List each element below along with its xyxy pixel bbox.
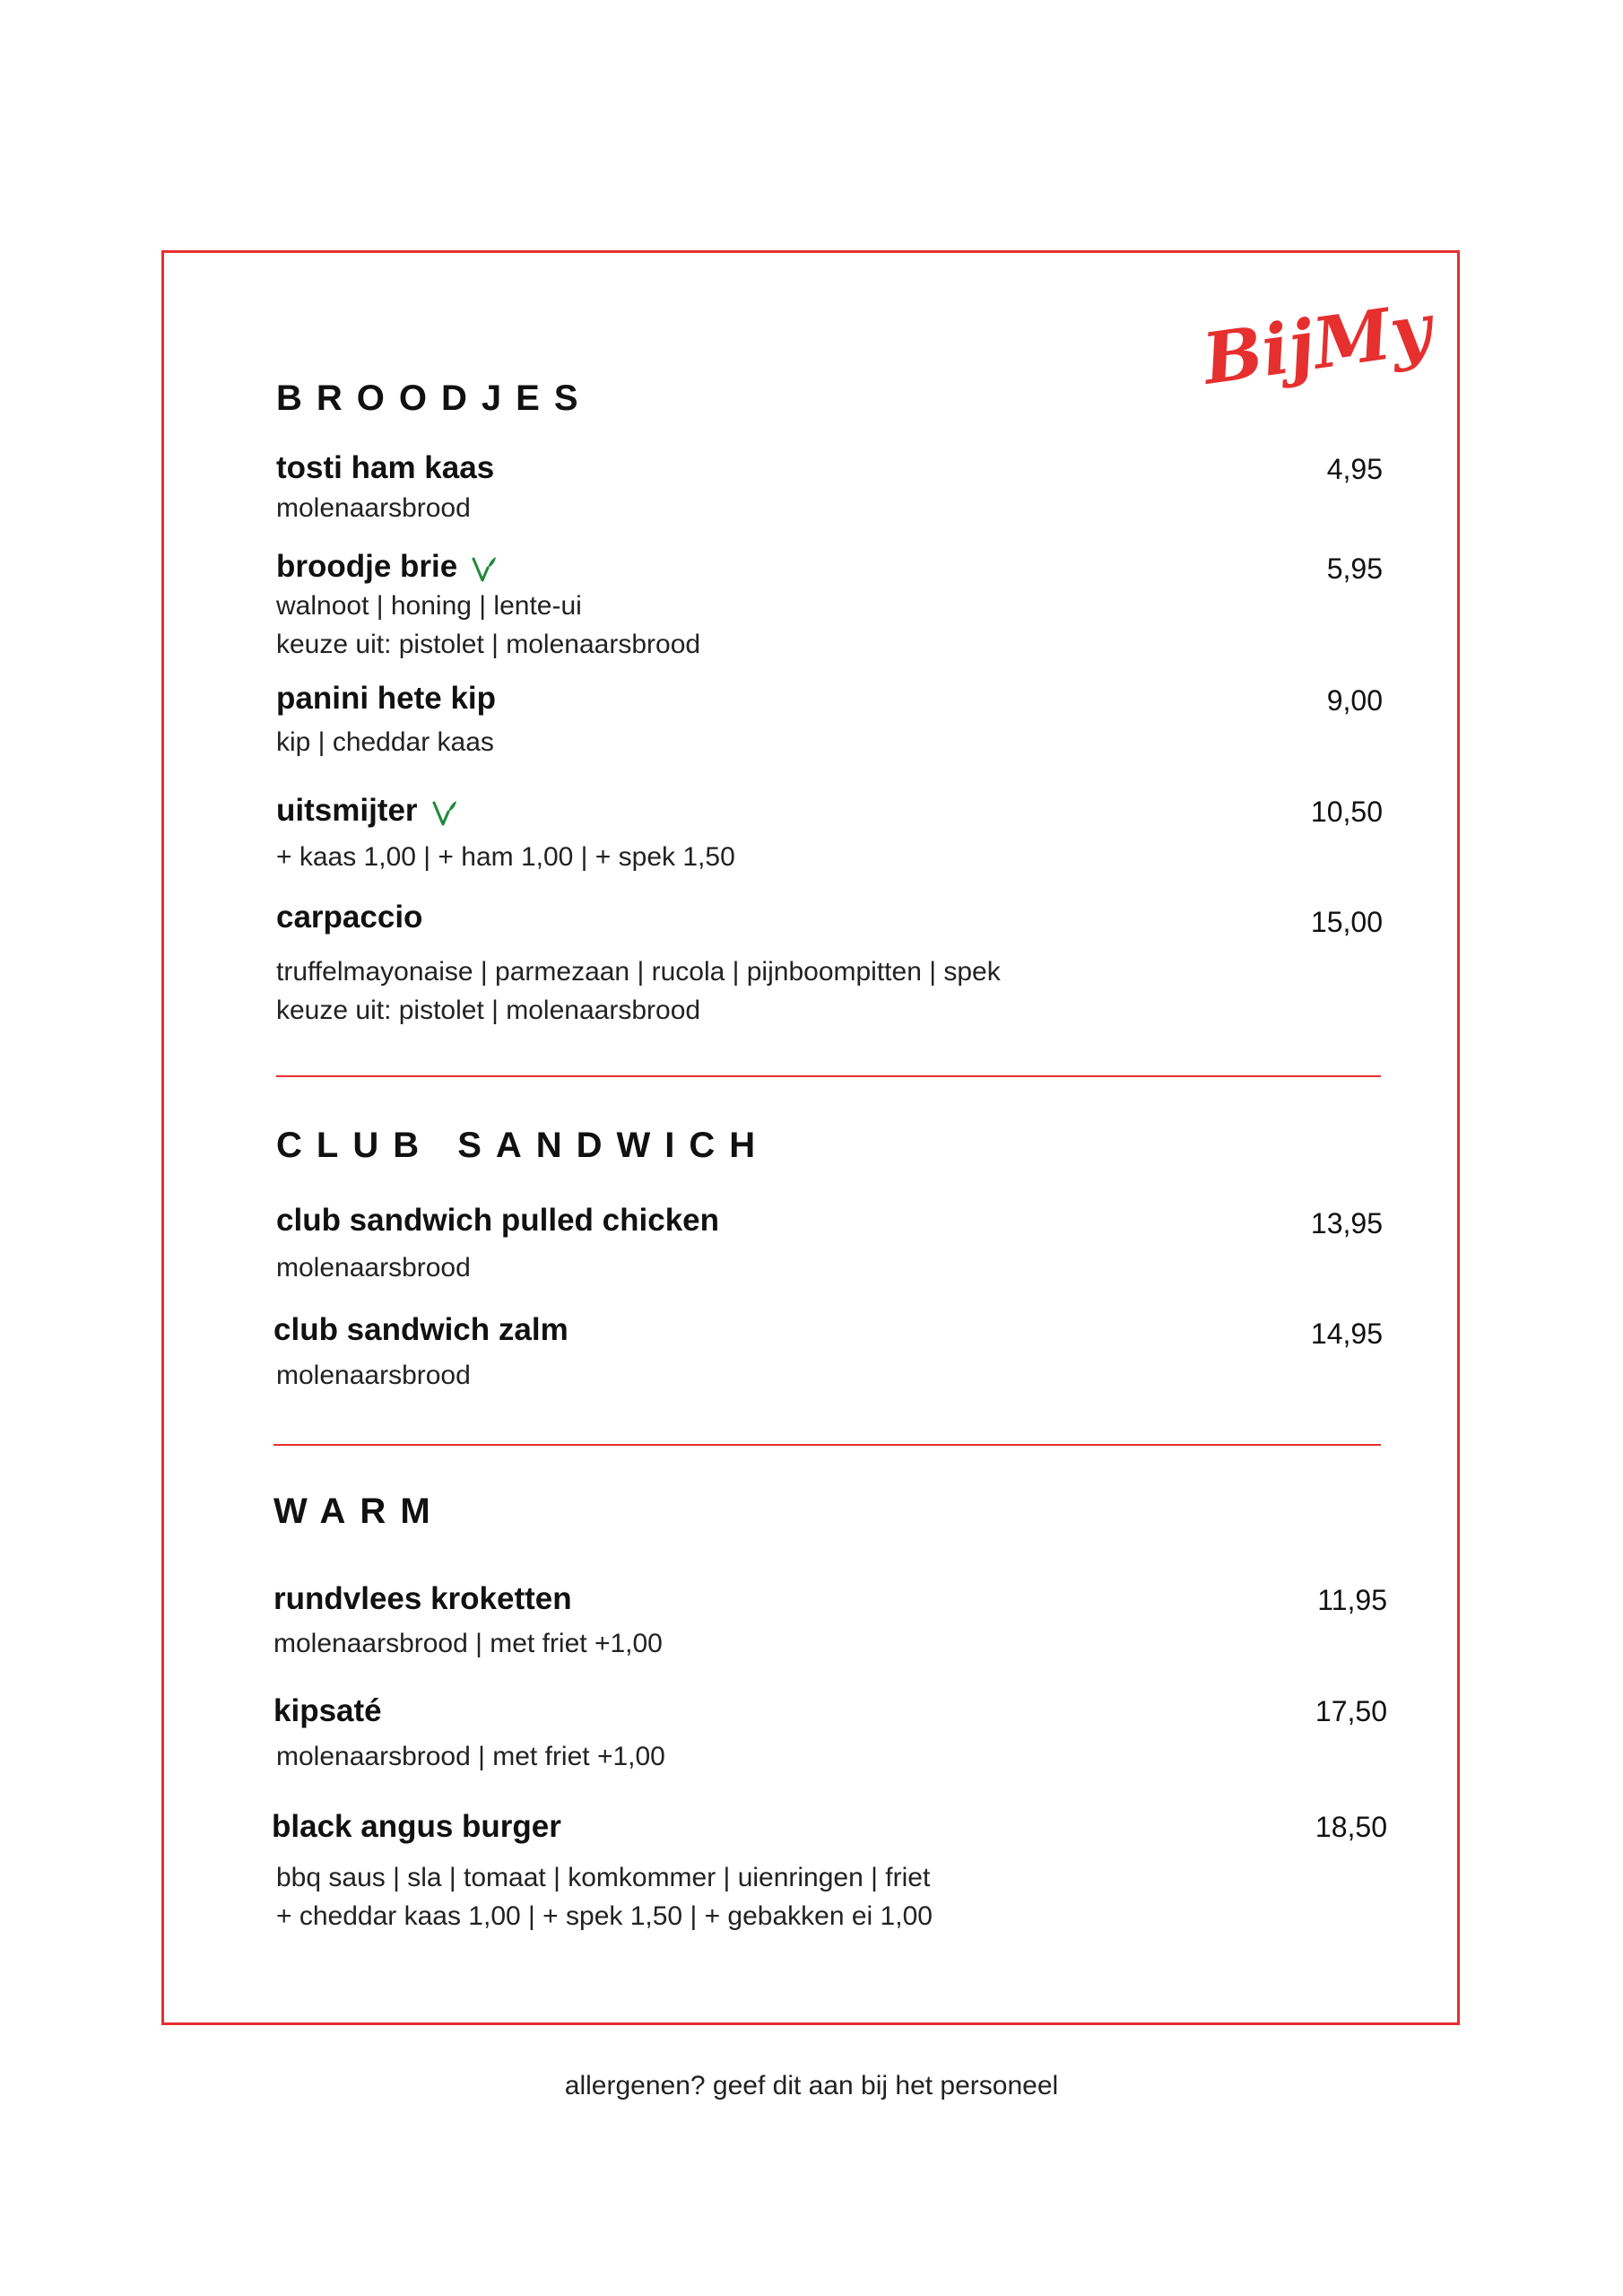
item-name-broodje-brie <box>276 549 497 585</box>
item-desc-uitsmijter <box>276 838 735 876</box>
item-desc-tosti <box>276 489 471 527</box>
vegetarian-icon <box>430 797 457 828</box>
desc-line: keuze uit: pistolet | molenaarsbrood <box>276 630 701 659</box>
item-desc-club-zalm <box>276 1356 471 1395</box>
item-name-black-angus-burger: black angus burger <box>272 1809 561 1844</box>
item-desc-kipsate <box>276 1737 665 1776</box>
desc-line: molenaarsbrood <box>276 1361 471 1390</box>
section-title-club-sandwich: CLUB SANDWICH <box>276 1126 770 1165</box>
item-price-black-angus-burger: 18,50 <box>1315 1811 1387 1843</box>
item-name-uitsmijter <box>276 793 457 829</box>
item-desc-panini <box>276 723 494 761</box>
vegetarian-icon <box>470 553 497 584</box>
item-price-kipsate: 17,50 <box>1315 1695 1387 1727</box>
desc-line: + cheddar kaas 1,00 | + spek 1,50 | + gebakken ei 1,00 <box>276 1901 933 1931</box>
desc-line: molenaarsbrood | met friet +1,00 <box>273 1629 663 1658</box>
item-name-carpaccio: carpaccio <box>276 900 423 935</box>
item-price-club-pulled-chicken: 13,95 <box>1310 1207 1383 1239</box>
item-desc-black-angus-burger <box>276 1858 933 1935</box>
section-title-warm: WARM <box>273 1492 445 1531</box>
desc-line: walnoot | honing | lente-ui <box>276 591 582 621</box>
item-name-club-pulled-chicken: club sandwich pulled chicken <box>276 1203 719 1238</box>
item-price-broodje-brie: 5,95 <box>1326 552 1383 585</box>
desc-line: molenaarsbrood <box>276 493 471 523</box>
item-desc-broodje-brie <box>276 587 700 664</box>
desc-line: molenaarsbrood | met friet +1,00 <box>276 1742 665 1771</box>
item-price-tosti: 4,95 <box>1326 453 1383 485</box>
item-price-uitsmijter: 10,50 <box>1310 796 1383 828</box>
item-name-text: uitsmijter <box>276 793 418 828</box>
item-price-rundvlees-kroketten: 11,95 <box>1317 1584 1387 1616</box>
allergen-notice: allergenen? geef dit aan bij het personeel <box>564 2071 1059 2100</box>
desc-line: + kaas 1,00 | + ham 1,00 | + spek 1,50 <box>276 842 735 872</box>
desc-line: keuze uit: pistolet | molenaarsbrood <box>276 996 701 1025</box>
desc-line: truffelmayonaise | parmezaan | rucola | pijnboompitten | spek <box>276 957 1001 987</box>
section-divider <box>273 1444 1381 1446</box>
section-title-broodjes: BROODJES <box>276 378 593 418</box>
item-price-panini: 9,00 <box>1326 684 1383 717</box>
desc-line: bbq saus | sla | tomaat | komkommer | uienringen | friet <box>276 1863 931 1892</box>
desc-line: kip | cheddar kaas <box>276 727 494 757</box>
section-divider <box>276 1075 1381 1077</box>
item-name-kipsate: kipsaté <box>273 1693 382 1728</box>
item-name-panini: panini hete kip <box>276 681 497 716</box>
svg-text:BijMy: BijMy <box>1198 288 1436 401</box>
item-price-club-zalm: 14,95 <box>1310 1318 1383 1350</box>
item-price-carpaccio: 15,00 <box>1310 906 1383 938</box>
item-desc-carpaccio <box>276 952 1001 1030</box>
item-name-club-zalm: club sandwich zalm <box>273 1312 568 1347</box>
item-name-text: broodje brie <box>276 549 458 584</box>
item-name-rundvlees-kroketten: rundvlees kroketten <box>273 1581 572 1616</box>
bijmy-logo <box>1197 288 1436 411</box>
desc-line: molenaarsbrood <box>276 1253 471 1283</box>
item-desc-club-pulled-chicken <box>276 1248 471 1287</box>
item-desc-rundvlees-kroketten <box>273 1624 663 1663</box>
item-name-tosti: tosti ham kaas <box>276 450 495 485</box>
